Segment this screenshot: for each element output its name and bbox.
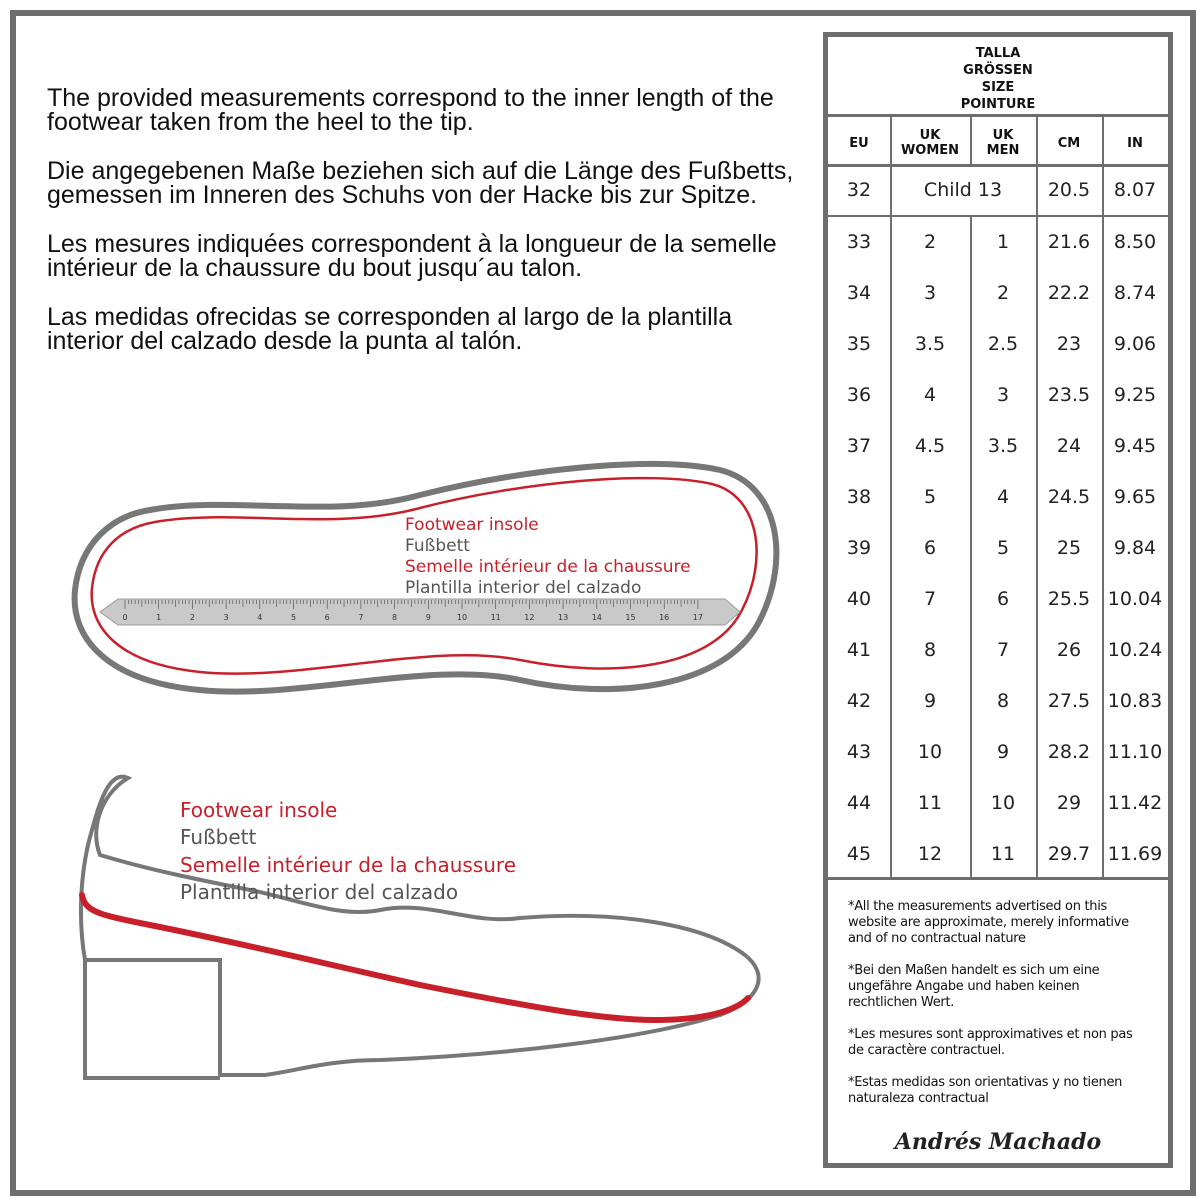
shoe-insole-line bbox=[82, 895, 748, 1020]
shoe-label-de: Fußbett bbox=[180, 825, 257, 849]
cell-cm: 29.7 bbox=[1047, 843, 1091, 865]
intro-german: Die angegebenen Maße beziehen sich auf die Länge des Fußbetts, gemessen im Inneren des Schuhs von der Hacke bis zur Spitze. bbox=[47, 157, 794, 209]
cell-uk-men: 2 bbox=[996, 282, 1010, 304]
cell-uk-men: 9 bbox=[996, 741, 1010, 763]
col-header-line: MEN bbox=[986, 143, 1020, 158]
cell-eu: 44 bbox=[846, 792, 872, 814]
title-line: SIZE bbox=[981, 80, 1015, 95]
shoe-label-en: Footwear insole bbox=[180, 798, 338, 822]
cell-cm: 23 bbox=[1056, 333, 1082, 355]
cell-uk-women: 3 bbox=[923, 282, 937, 304]
cell-eu: 39 bbox=[846, 537, 872, 559]
cell-in: 9.84 bbox=[1113, 537, 1157, 559]
ruler-label: 0 bbox=[122, 613, 128, 622]
intro-french: Les mesures indiquées correspondent à la longueur de la semelle intérieur de la chaussure du bout jusqu´au talon. bbox=[47, 230, 777, 282]
col-header-in: IN bbox=[1127, 135, 1143, 151]
cell-uk-men: 6 bbox=[996, 588, 1010, 610]
cell-cm: 21.6 bbox=[1047, 231, 1091, 253]
cell-in: 10.04 bbox=[1107, 588, 1163, 610]
cell-eu: 38 bbox=[846, 486, 872, 508]
size-chart-title bbox=[828, 37, 1168, 117]
cell-uk-women: 4 bbox=[923, 384, 937, 406]
size-chart bbox=[823, 32, 1173, 1168]
col-header-eu: EU bbox=[849, 135, 869, 151]
cell-uk-women: 12 bbox=[917, 843, 943, 865]
cell-cm: 22.2 bbox=[1047, 282, 1091, 304]
ruler-label: 15 bbox=[625, 613, 636, 622]
ruler-label: 6 bbox=[324, 613, 330, 622]
cell-in: 11.69 bbox=[1107, 843, 1163, 865]
insole-label-en: Footwear insole bbox=[405, 515, 539, 535]
cell-uk-men: 2.5 bbox=[987, 333, 1019, 355]
col-header-line: UK bbox=[919, 128, 941, 143]
cell-uk-women: 9 bbox=[923, 690, 937, 712]
cell-cm: 28.2 bbox=[1047, 741, 1091, 763]
intro-spanish: Las medidas ofrecidas se corresponden al largo de la plantilla interior del calzado desde la punta al talón. bbox=[47, 303, 733, 355]
cell-uk-women: 6 bbox=[923, 537, 937, 559]
ruler-label: 2 bbox=[189, 613, 195, 622]
cell-eu: 37 bbox=[846, 435, 872, 457]
cell-eu: 32 bbox=[846, 179, 872, 201]
ruler-label: 12 bbox=[524, 613, 535, 622]
ruler-label: 8 bbox=[392, 613, 398, 622]
cell-uk-child: Child 13 bbox=[923, 179, 1003, 201]
cell-uk-men: 10 bbox=[990, 792, 1016, 814]
shoe-heel-block bbox=[85, 960, 220, 1078]
cell-eu: 35 bbox=[846, 333, 872, 355]
ruler-label: 10 bbox=[456, 613, 468, 622]
col-header-line: WOMEN bbox=[900, 143, 960, 158]
insole-label-es: Plantilla interior del calzado bbox=[405, 578, 642, 598]
cell-in: 9.45 bbox=[1113, 435, 1157, 457]
cell-in: 10.83 bbox=[1107, 690, 1163, 712]
note-fr: *Les mesures sont approximatives et non pas de caractère contractuel. bbox=[848, 1027, 1133, 1058]
cell-uk-women: 2 bbox=[923, 231, 937, 253]
ruler-label: 14 bbox=[591, 613, 602, 622]
col-header-line: UK bbox=[992, 128, 1014, 143]
title-line: TALLA bbox=[975, 46, 1021, 61]
note-es: *Estas medidas son orientativas y no tienen naturaleza contractual bbox=[848, 1075, 1123, 1106]
cell-in: 11.10 bbox=[1107, 741, 1163, 763]
cell-uk-men: 5 bbox=[996, 537, 1010, 559]
cell-eu: 43 bbox=[846, 741, 872, 763]
cell-eu: 34 bbox=[846, 282, 872, 304]
cell-in: 8.50 bbox=[1113, 231, 1157, 253]
cell-uk-women: 11 bbox=[917, 792, 943, 814]
cell-uk-men: 1 bbox=[996, 231, 1010, 253]
note-en: *All the measurements advertised on this website are approximate, merely informative and of no contractual nature bbox=[848, 899, 1129, 946]
cell-uk-men: 7 bbox=[996, 639, 1010, 661]
ruler-label: 11 bbox=[490, 613, 501, 622]
ruler-label: 3 bbox=[223, 613, 229, 622]
cell-cm: 27.5 bbox=[1047, 690, 1091, 712]
cell-uk-women: 8 bbox=[923, 639, 937, 661]
shoe-label-es: Plantilla interior del calzado bbox=[180, 880, 459, 904]
cell-uk-men: 3.5 bbox=[987, 435, 1019, 457]
ruler-label: 16 bbox=[659, 613, 670, 622]
title-line: GRÖSSEN bbox=[963, 63, 1033, 78]
ruler-label: 17 bbox=[692, 613, 703, 622]
ruler-label: 7 bbox=[358, 613, 364, 622]
shoe-label-fr: Semelle intérieur de la chaussure bbox=[180, 853, 517, 877]
ruler-label: 4 bbox=[257, 613, 263, 622]
insole-label-de: Fußbett bbox=[405, 536, 470, 556]
note-de: *Bei den Maßen handelt es sich um eine ungefähre Angabe und haben keinen rechtlichen Wert. bbox=[848, 963, 1100, 1010]
col-header-cm: CM bbox=[1057, 135, 1081, 151]
cell-cm: 23.5 bbox=[1047, 384, 1091, 406]
cell-uk-men: 4 bbox=[996, 486, 1010, 508]
cell-eu: 42 bbox=[846, 690, 872, 712]
col-separator bbox=[970, 117, 972, 165]
cell-in: 8.74 bbox=[1113, 282, 1157, 304]
intro-english: The provided measurements correspond to the inner length of the footwear taken from the heel to the tip. bbox=[47, 84, 774, 136]
col-header-uk-women bbox=[890, 121, 970, 165]
ruler-label: 9 bbox=[425, 613, 431, 622]
ruler-label: 13 bbox=[558, 613, 569, 622]
cell-cm: 25 bbox=[1056, 537, 1082, 559]
cell-uk-men: 11 bbox=[990, 843, 1016, 865]
ruler-label: 1 bbox=[156, 613, 162, 622]
cell-in: 9.25 bbox=[1113, 384, 1157, 406]
insole-label-fr: Semelle intérieur de la chaussure bbox=[405, 557, 691, 577]
cell-eu: 45 bbox=[846, 843, 872, 865]
brand-signature: Andrés Machado bbox=[894, 1129, 1102, 1155]
cell-cm: 24.5 bbox=[1047, 486, 1091, 508]
cell-cm: 26 bbox=[1056, 639, 1082, 661]
cell-uk-women: 3.5 bbox=[914, 333, 946, 355]
cell-uk-women: 7 bbox=[923, 588, 937, 610]
cell-eu: 41 bbox=[846, 639, 872, 661]
cell-in: 11.42 bbox=[1107, 792, 1163, 814]
cell-uk-women: 4.5 bbox=[914, 435, 946, 457]
cell-uk-women: 10 bbox=[917, 741, 943, 763]
cell-cm: 20.5 bbox=[1047, 179, 1091, 201]
ruler-label: 5 bbox=[290, 613, 297, 622]
cell-in: 9.06 bbox=[1113, 333, 1157, 355]
col-header-uk-men bbox=[970, 121, 1036, 165]
cell-uk-men: 3 bbox=[996, 384, 1010, 406]
cell-uk-women: 5 bbox=[923, 486, 937, 508]
disclaimer-notes bbox=[848, 899, 1148, 1123]
cell-uk-men: 8 bbox=[996, 690, 1010, 712]
cell-eu: 36 bbox=[846, 384, 872, 406]
cell-eu: 40 bbox=[846, 588, 872, 610]
cell-in: 8.07 bbox=[1113, 179, 1157, 201]
cell-cm: 29 bbox=[1056, 792, 1082, 814]
cell-cm: 24 bbox=[1056, 435, 1082, 457]
cell-in: 10.24 bbox=[1107, 639, 1163, 661]
title-line: POINTURE bbox=[960, 97, 1036, 112]
cell-in: 9.65 bbox=[1113, 486, 1157, 508]
cell-cm: 25.5 bbox=[1047, 588, 1091, 610]
cell-eu: 33 bbox=[846, 231, 872, 253]
